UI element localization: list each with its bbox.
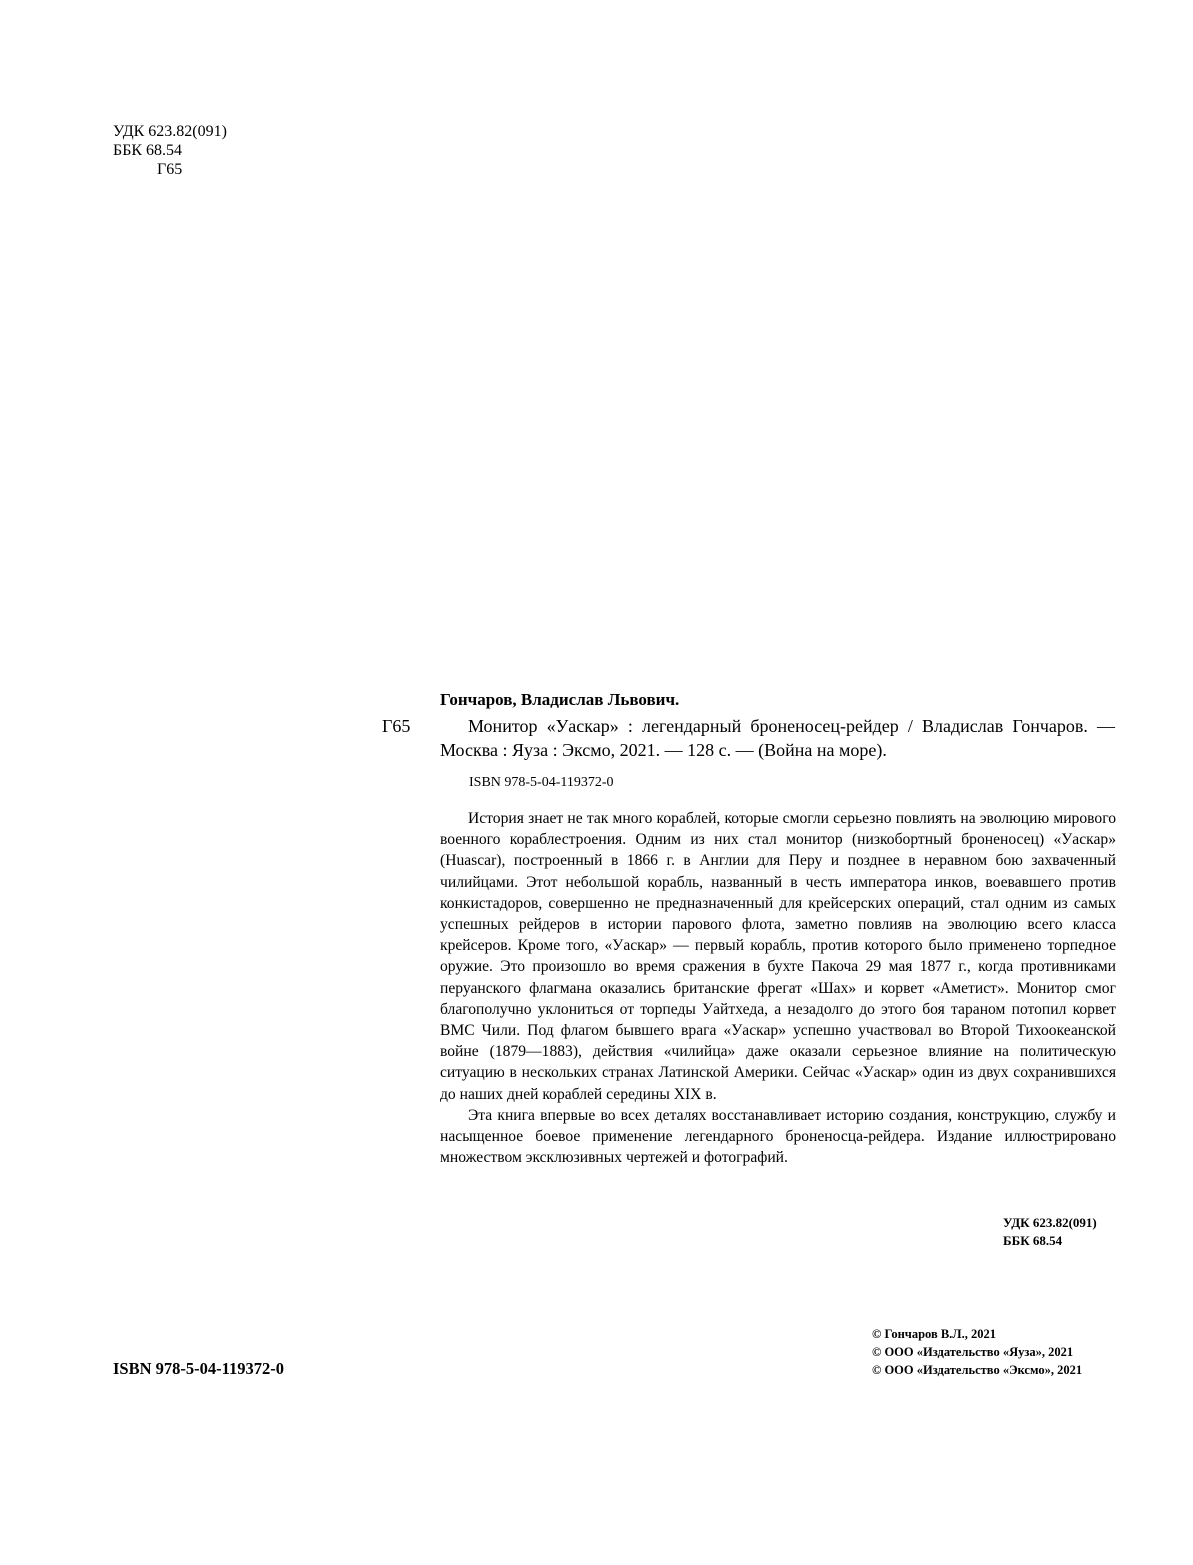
bbk-code: ББК 68.54 xyxy=(113,142,183,159)
bbk-code-bottom: ББК 68.54 xyxy=(1003,1233,1063,1248)
annotation-paragraph-1: История знает не так много кораблей, которые смогли серьезно повлиять на эволюцию мирового военного кораблестроения. Одним из них стал монитор (низкобортный броненосец) «Уаскар» (Huascar), построенный в 1866 г. в Англии для Перу и позднее в неравном бою захваченный чилийцами. Этот небольшой корабль, названный в честь императора инков, воевавшего против конкистадоров, совершенно не предназначенный для крейсерских операций, стал одним из самых успешных рейдеров в истории парового флота, заметно повлияв на эволюцию всего класса крейсеров. Кроме того, «Уаскар» — первый корабль, против которого было применено торпедное оружие. Это произошло во время сражения в бухте Пакоча 29 мая 1877 г., когда противниками перуанского флагмана оказались британские фрегат «Шах» и корвет «Аметист». Монитор смог благополучно уклониться от торпеды Уайтхеда, а незадолго до этого боя тараном потопил корвет ВМС Чили. Под флагом бывшего врага «Уаскар» успешно участвовал во Второй Тихоокеанской войне (1879—1883), действия «чилийца» даже оказали серьезное влияние на политическую ситуацию в нескольких странах Латинской Америки. Сейчас «Уаскар» один из двух сохранившихся до наших дней кораблей середины XIX в. xyxy=(440,810,1116,1103)
udk-code-bottom: УДК 623.82(091) xyxy=(1003,1215,1097,1230)
record-author: Гончаров, Владислав Львович. xyxy=(440,690,680,709)
record-cutter: Г65 xyxy=(382,716,411,736)
annotation-paragraph-2: Эта книга впервые во всех деталях восстанавливает историю создания, конструкцию, службу и насыщенное боевое применение легендарного броненосца-рейдера. Издание иллюстрировано множеством эксклюзивных чертежей и фотографий. xyxy=(440,1106,1116,1167)
copyright-yauza: © ООО «Издательство «Яуза», 2021 xyxy=(872,1345,1074,1359)
copyright-eksmo: © ООО «Издательство «Эксмо», 2021 xyxy=(872,1363,1083,1377)
classification-header xyxy=(113,122,227,179)
author-mark: Г65 xyxy=(157,161,183,178)
record-isbn: ISBN 978-5-04-119372-0 xyxy=(469,775,614,790)
description-text: Монитор «Уаскар» : легендарный броненосец-рейдер / Владислав Гончаров. — Москва : Яуза : Эксмо, 2021. — 128 с. — (Война на море). xyxy=(440,716,1115,760)
udk-code: УДК 623.82(091) xyxy=(113,123,227,140)
footer-isbn: ISBN 978-5-04-119372-0 xyxy=(113,1359,284,1378)
annotation xyxy=(440,808,1116,1168)
copyright-author: © Гончаров В.Л., 2021 xyxy=(872,1327,996,1341)
bibliographic-description xyxy=(440,714,1115,762)
classification-footer xyxy=(1003,1214,1097,1250)
copyright-block xyxy=(872,1325,1082,1379)
